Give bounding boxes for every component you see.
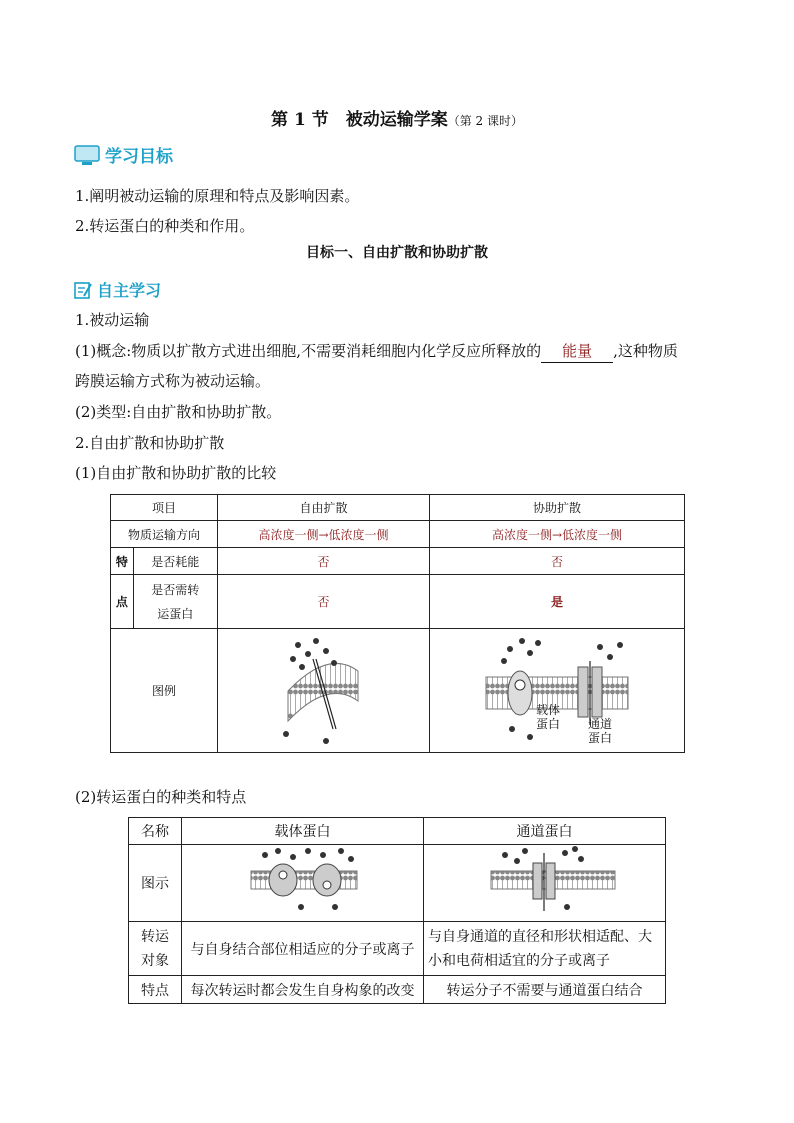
channel-label-2: 蛋白 <box>587 731 612 745</box>
obj-channel-2: 小和电荷相适宜的分子或离子 <box>428 952 611 969</box>
th-channel: 通道蛋白 <box>424 818 666 845</box>
td-fig-label: 图示 <box>129 845 182 922</box>
page-title <box>0 105 794 130</box>
goal-item-2: 2.转运蛋白的种类和作用。 <box>75 217 255 235</box>
p2-sub1: (1)自由扩散和协助扩散的比较 <box>75 464 277 482</box>
objective-heading: 目标一、自由扩散和协助扩散 <box>306 245 488 261</box>
table-row <box>111 629 685 753</box>
free-diffusion-figure <box>217 629 429 753</box>
carrier-label-2: 蛋白 <box>535 717 560 731</box>
carrier-label-1: 载体 <box>535 703 560 717</box>
facilitated-diffusion-figure <box>429 629 684 753</box>
th-assist: 协助扩散 <box>429 495 684 521</box>
title-main: 第 1 节 被动运输学案 <box>271 110 448 130</box>
td-energy-assist: 否 <box>429 548 684 575</box>
td-fig-label: 图例 <box>111 629 218 753</box>
td-feature-1: 特 <box>111 548 134 575</box>
td-protein-assist: 是 <box>429 575 684 629</box>
th-item: 项目 <box>111 495 218 521</box>
self-study-text: 自主学习 <box>97 281 162 300</box>
p1-concept <box>75 340 678 363</box>
channel-label-1: 通道 <box>587 717 612 731</box>
transport-protein-table <box>128 817 666 1004</box>
td-dir-label: 物质运输方向 <box>111 521 218 548</box>
td-feat-carrier: 每次转运时都会发生自身构象的改变 <box>182 976 424 1004</box>
td-obj-label <box>129 922 182 976</box>
p1-concept-line2: 跨膜运输方式称为被动运输。 <box>75 372 271 390</box>
sub2: (2)转运蛋白的种类和特点 <box>75 788 247 806</box>
goals-heading <box>73 142 173 167</box>
concept-post: ,这种物质 <box>613 342 678 360</box>
th-name: 名称 <box>129 818 182 845</box>
td-feat-channel: 转运分子不需要与通道蛋白结合 <box>424 976 666 1004</box>
td-feature-2: 点 <box>111 575 134 629</box>
title-sub: （第 2 课时） <box>447 114 523 128</box>
answer-blank: 能量 <box>541 340 613 363</box>
th-free: 自由扩散 <box>217 495 429 521</box>
channel-protein-diagram <box>425 845 665 917</box>
membrane-diagram-assist <box>430 629 684 749</box>
table-row <box>111 548 685 575</box>
p1-heading: 1.被动运输 <box>75 311 150 329</box>
p1-types: (2)类型:自由扩散和协助扩散。 <box>75 403 282 421</box>
membrane-diagram-free <box>218 629 429 749</box>
td-energy-free: 否 <box>217 548 429 575</box>
protein-label-1: 是否需转 <box>151 582 200 597</box>
table-row <box>129 922 666 976</box>
goals-heading-text: 学习目标 <box>105 147 173 167</box>
td-dir-free: 高浓度一侧→低浓度一侧 <box>217 521 429 548</box>
edit-icon <box>73 280 93 300</box>
p2-heading: 2.自由扩散和协助扩散 <box>75 434 225 452</box>
td-protein-label <box>133 575 217 629</box>
table-row <box>111 575 685 629</box>
carrier-protein-label <box>536 703 560 731</box>
obj-label-1: 转运 <box>141 928 170 945</box>
table-row <box>111 521 685 548</box>
self-study-heading <box>73 278 161 301</box>
td-protein-free: 否 <box>217 575 429 629</box>
monitor-icon <box>73 144 103 166</box>
goal-item-1: 1.阐明被动运输的原理和特点及影响因素。 <box>75 187 360 205</box>
td-obj-carrier: 与自身结合部位相适应的分子或离子 <box>182 922 424 976</box>
td-obj-channel <box>424 922 666 976</box>
table-row <box>129 845 666 922</box>
protein-label-2: 运蛋白 <box>157 606 194 621</box>
td-energy-label: 是否耗能 <box>133 548 217 575</box>
carrier-figure <box>182 845 424 922</box>
comparison-table <box>110 494 685 753</box>
td-dir-assist: 高浓度一侧→低浓度一侧 <box>429 521 684 548</box>
th-carrier: 载体蛋白 <box>182 818 424 845</box>
table-row <box>111 495 685 521</box>
channel-figure <box>424 845 666 922</box>
td-feat-label: 特点 <box>129 976 182 1004</box>
table-row <box>129 976 666 1004</box>
table-row <box>129 818 666 845</box>
obj-channel-1: 与自身通道的直径和形状相适配、大 <box>428 928 653 945</box>
carrier-protein-diagram <box>183 845 423 917</box>
channel-protein-label <box>588 717 612 745</box>
concept-pre: (1)概念:物质以扩散方式进出细胞,不需要消耗细胞内化学反应所释放的 <box>75 342 542 360</box>
obj-label-2: 对象 <box>141 952 170 969</box>
